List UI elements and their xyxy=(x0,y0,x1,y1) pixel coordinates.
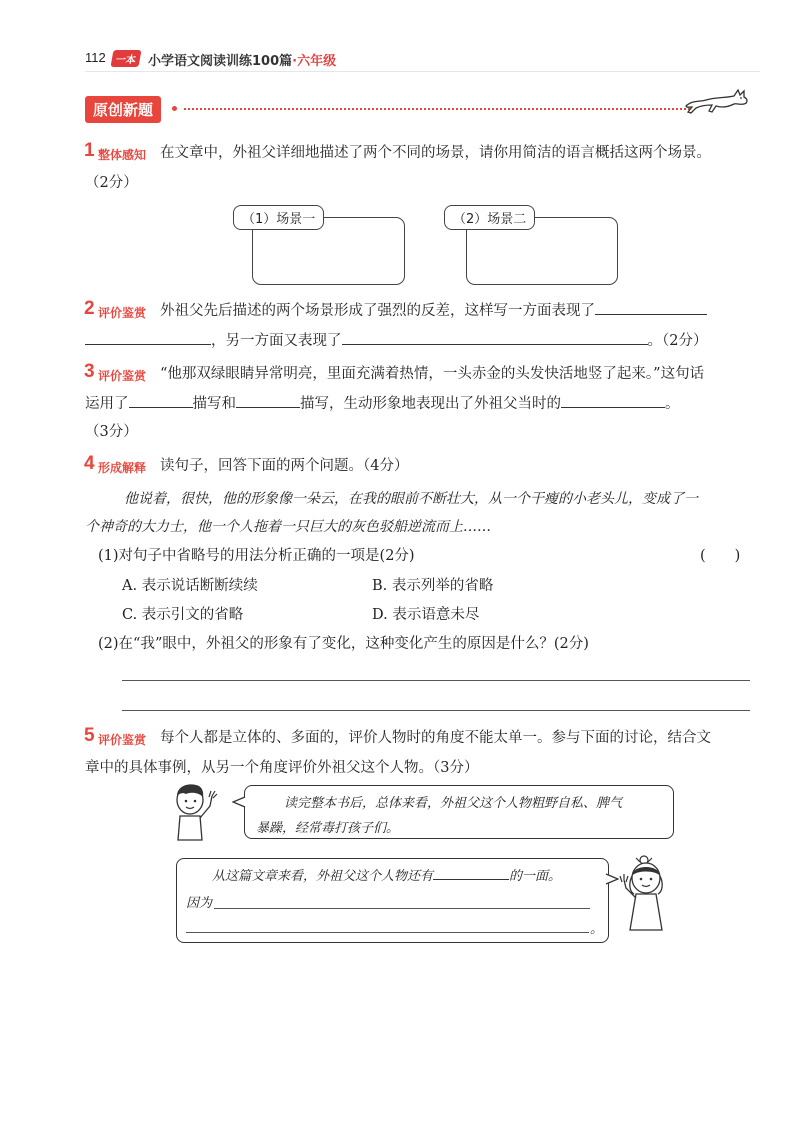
q4-number: 4 xyxy=(84,453,95,474)
q4-option-d[interactable]: D. 表示语意未尽 xyxy=(372,607,480,623)
q4-answer-paren[interactable]: ( ) xyxy=(700,548,741,564)
q4-quote-line2: 个神奇的大力士，他一个人拖着一只巨大的灰色驳船逆流而上…… xyxy=(85,519,491,535)
q4-sub2: (2)在“我”眼中，外祖父的形象有了变化，这种变化产生的原因是什么？(2分) xyxy=(98,636,589,652)
girl-speech-line2: 因为 xyxy=(186,896,213,911)
q1-number: 1 xyxy=(84,140,95,161)
q2-blank-1[interactable] xyxy=(595,300,707,315)
girl-speech-end: 。 xyxy=(590,922,604,937)
q3-text-line2-d: 。 xyxy=(665,396,680,412)
q5-text-line1: 每个人都是立体的、多面的，评价人物时的角度不能太单一。参与下面的讨论，结合文 xyxy=(160,730,711,746)
q5-text-line2: 章中的具体事例，从另一个角度评价外祖父这个人物。（3分） xyxy=(85,760,479,776)
q1-text-line1: 在文章中，外祖父详细地描述了两个不同的场景，请你用简洁的语言概括这两个场景。 xyxy=(160,145,711,161)
boy-speech-line1: 读完整本书后，总体来看，外祖父这个人物粗野自私、脾气 xyxy=(284,796,623,811)
q3-blank-3[interactable] xyxy=(561,393,665,408)
girl-speech-line1-b: 的一面。 xyxy=(509,869,562,884)
q2-text-line2 xyxy=(85,330,707,352)
scene2-label: （2）场景二 xyxy=(444,205,535,230)
q4-option-c[interactable]: C. 表示引文的省略 xyxy=(122,607,244,623)
q4-answer-line-1[interactable] xyxy=(122,680,750,681)
q3-blank-1[interactable] xyxy=(129,393,193,408)
q2-text-line2-mid: ，另一方面又表现了 xyxy=(211,333,342,349)
boy-avatar-icon xyxy=(168,780,234,844)
q4-option-b[interactable]: B. 表示列举的省略 xyxy=(372,578,494,594)
scene1-label: （1）场景一 xyxy=(233,205,324,230)
boy-bubble-tail xyxy=(232,795,246,809)
section-dotted-line xyxy=(184,108,694,110)
book-title-text: 小学语文阅读训练100篇 xyxy=(148,54,293,69)
q4-option-a[interactable]: A. 表示说话断断续续 xyxy=(122,578,258,594)
q1-text-line2: （2分） xyxy=(85,175,138,191)
q1-tag: 整体感知 xyxy=(98,148,147,162)
q3-blank-2[interactable] xyxy=(236,393,300,408)
q5-tag: 评价鉴赏 xyxy=(98,733,147,747)
q3-tag: 评价鉴赏 xyxy=(98,369,147,383)
section-dot xyxy=(172,106,177,111)
q5-reason-line-1[interactable] xyxy=(214,908,590,909)
q3-text-line3: （3分） xyxy=(85,424,138,440)
q3-text-line2-b: 描写和 xyxy=(192,396,236,412)
q2-text-line1-content: 外祖父先后描述的两个场景形成了强烈的反差，这样写一方面表现了 xyxy=(160,303,595,319)
q3-text-line2-a: 运用了 xyxy=(85,396,129,412)
section-title: 原创新题 xyxy=(85,96,161,123)
q2-text-line1 xyxy=(160,300,707,322)
q5-blank-aspect[interactable] xyxy=(433,865,509,880)
grade-label: 六年级 xyxy=(297,54,337,69)
q5-number: 5 xyxy=(84,725,95,746)
q3-text-line1: “他那双绿眼睛异常明亮，里面充满着热情，一头赤金的头发快活地竖了起来。”这句话 xyxy=(160,366,705,382)
q4-answer-line-2[interactable] xyxy=(122,710,750,711)
q2-tag: 评价鉴赏 xyxy=(98,306,147,320)
boy-speech-line2: 暴躁，经常毒打孩子们。 xyxy=(256,821,400,836)
title-separator: · xyxy=(292,54,298,69)
q3-number: 3 xyxy=(84,361,95,382)
q3-text-line2-c: 描写，生动形象地表现出了外祖父当时的 xyxy=(300,396,561,412)
q3-text-line2 xyxy=(85,393,680,415)
brand-logo: 一本 xyxy=(111,50,142,67)
q4-quote-line1: 他说着，很快，他的形象像一朵云，在我的眼前不断壮大，从一个干瘦的小老头儿，变成了一 xyxy=(124,491,698,507)
q2-blank-3[interactable] xyxy=(342,330,648,345)
q5-reason-line-2[interactable] xyxy=(186,932,589,933)
q4-intro: 读句子，回答下面的两个问题。（4分） xyxy=(160,458,409,474)
girl-avatar-icon xyxy=(616,852,674,932)
q2-number: 2 xyxy=(84,298,95,319)
header-divider xyxy=(85,71,760,72)
book-title xyxy=(148,50,336,69)
girl-speech-line1 xyxy=(212,865,561,884)
q4-tag: 形成解释 xyxy=(98,461,147,475)
q4-sub1: (1)对句子中省略号的用法分析正确的一项是(2分) xyxy=(98,548,415,564)
cat-icon xyxy=(682,86,754,116)
girl-speech-line1-a: 从这篇文章来看，外祖父这个人物还有 xyxy=(212,869,434,884)
page-number: 112 xyxy=(85,50,106,65)
q2-text-line2-end: 。（2分） xyxy=(647,333,708,349)
q2-blank-2[interactable] xyxy=(85,330,211,345)
